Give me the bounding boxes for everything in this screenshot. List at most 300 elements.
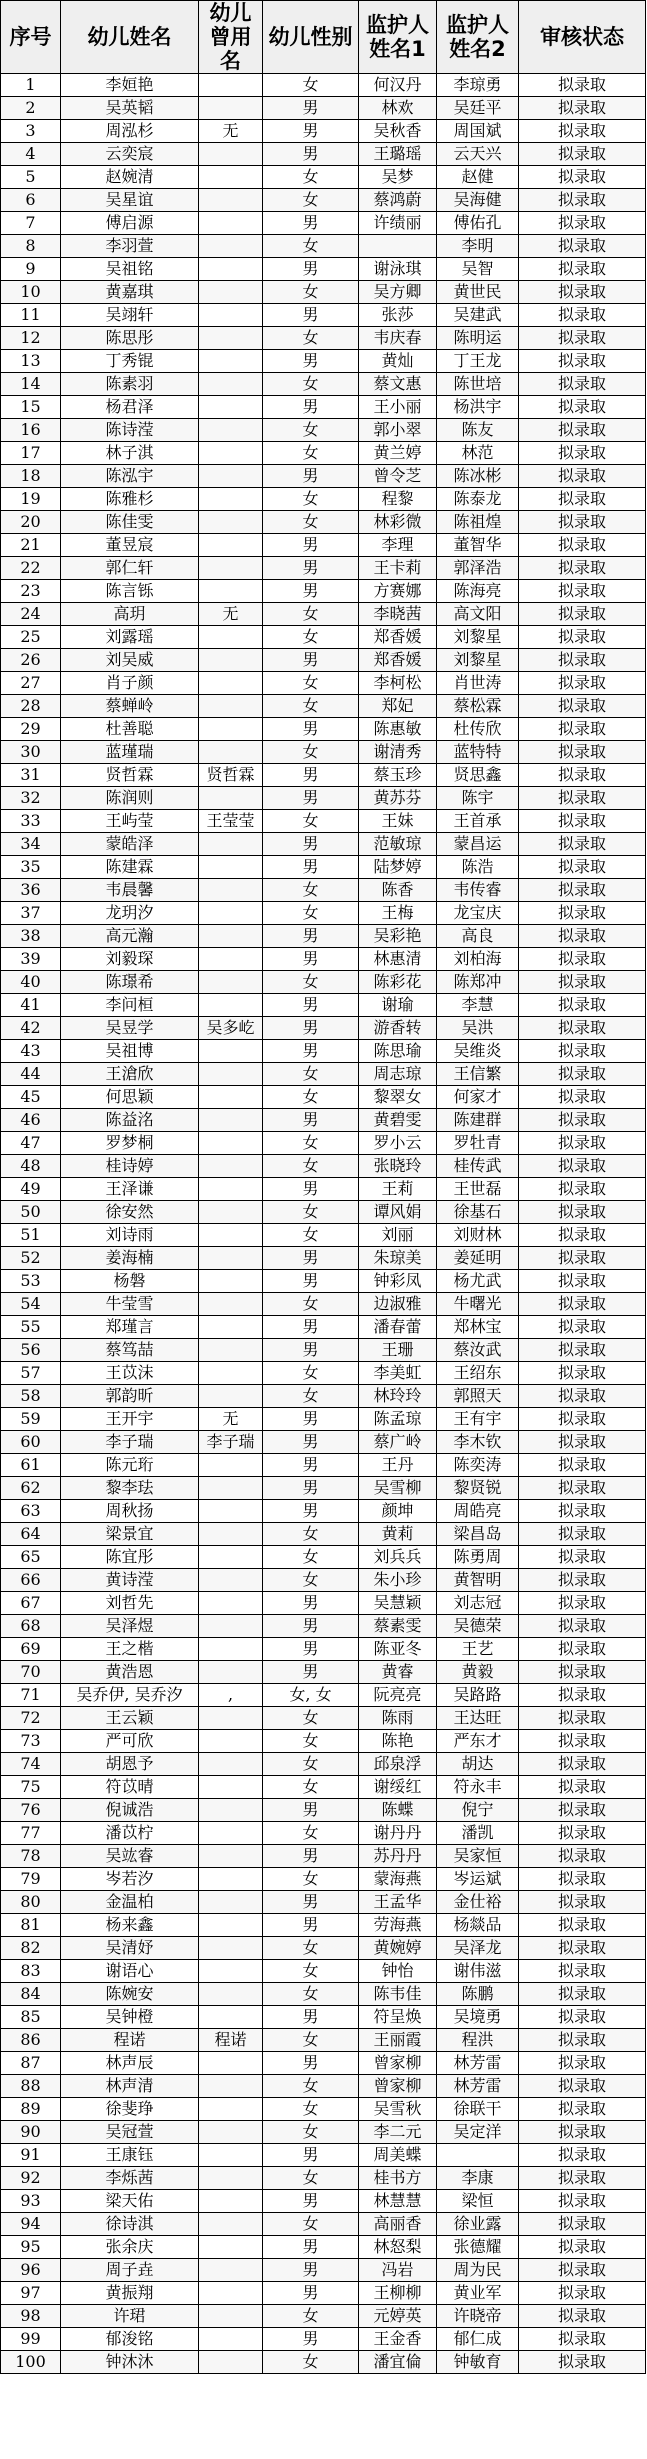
cell-guardian-2: 郑林宝	[437, 1316, 519, 1339]
cell-child-name: 严可欣	[61, 1730, 199, 1753]
cell-child-name: 陈元珩	[61, 1454, 199, 1477]
cell-former-name	[199, 327, 263, 350]
cell-guardian-1: 陈香	[359, 879, 437, 902]
cell-gender: 男	[263, 2144, 359, 2167]
cell-former-name	[199, 2259, 263, 2282]
cell-review-status: 拟录取	[519, 1477, 646, 1500]
table-row	[1, 1155, 646, 1178]
cell-index: 3	[1, 120, 61, 143]
cell-guardian-2: 符永丰	[437, 1776, 519, 1799]
cell-guardian-2: 何家才	[437, 1086, 519, 1109]
cell-former-name	[199, 1753, 263, 1776]
cell-guardian-2: 徐业露	[437, 2213, 519, 2236]
cell-guardian-2: 吴海健	[437, 189, 519, 212]
cell-index: 53	[1, 1270, 61, 1293]
cell-review-status: 拟录取	[519, 1845, 646, 1868]
cell-former-name	[199, 1891, 263, 1914]
table-row	[1, 1339, 646, 1362]
cell-gender: 女	[263, 2351, 359, 2374]
table-row	[1, 2213, 646, 2236]
cell-review-status: 拟录取	[519, 1707, 646, 1730]
cell-guardian-2: 杜传欣	[437, 718, 519, 741]
cell-child-name: 吴祖博	[61, 1040, 199, 1063]
header-review-status: 审核状态	[519, 1, 646, 74]
cell-guardian-2: 吴维炎	[437, 1040, 519, 1063]
cell-gender: 男	[263, 580, 359, 603]
table-row	[1, 1316, 646, 1339]
cell-index: 25	[1, 626, 61, 649]
cell-review-status: 拟录取	[519, 1247, 646, 1270]
cell-index: 56	[1, 1339, 61, 1362]
table-row	[1, 787, 646, 810]
cell-gender: 男	[263, 120, 359, 143]
cell-review-status: 拟录取	[519, 304, 646, 327]
table-row	[1, 1914, 646, 1937]
cell-guardian-1: 李晓茜	[359, 603, 437, 626]
cell-former-name	[199, 511, 263, 534]
cell-child-name: 周子垚	[61, 2259, 199, 2282]
cell-former-name	[199, 1546, 263, 1569]
cell-gender: 男	[263, 856, 359, 879]
cell-former-name	[199, 1799, 263, 1822]
table-row	[1, 212, 646, 235]
cell-guardian-2: 王绍东	[437, 1362, 519, 1385]
table-row	[1, 1546, 646, 1569]
cell-gender: 男	[263, 534, 359, 557]
cell-review-status: 拟录取	[519, 212, 646, 235]
cell-guardian-2: 陈郑冲	[437, 971, 519, 994]
table-row	[1, 1730, 646, 1753]
cell-index: 6	[1, 189, 61, 212]
cell-index: 84	[1, 1983, 61, 2006]
cell-gender: 男	[263, 764, 359, 787]
cell-gender: 男	[263, 1914, 359, 1937]
cell-former-name	[199, 971, 263, 994]
cell-child-name: 王云颖	[61, 1707, 199, 1730]
cell-guardian-2: 黄智明	[437, 1569, 519, 1592]
cell-former-name	[199, 2006, 263, 2029]
table-row	[1, 1845, 646, 1868]
cell-gender: 男	[263, 2052, 359, 2075]
cell-gender: 男	[263, 258, 359, 281]
cell-guardian-2: 王信繁	[437, 1063, 519, 1086]
cell-index: 55	[1, 1316, 61, 1339]
cell-gender: 女	[263, 1983, 359, 2006]
cell-former-name: 吴多屹	[199, 1017, 263, 1040]
cell-gender: 男	[263, 1339, 359, 1362]
table-row	[1, 120, 646, 143]
header-guardian-1: 监护人姓名1	[359, 1, 437, 74]
cell-review-status: 拟录取	[519, 557, 646, 580]
cell-gender: 女	[263, 810, 359, 833]
cell-child-name: 胡恩予	[61, 1753, 199, 1776]
cell-review-status: 拟录取	[519, 1017, 646, 1040]
cell-gender: 男	[263, 1270, 359, 1293]
cell-guardian-2: 蓝特特	[437, 741, 519, 764]
cell-review-status: 拟录取	[519, 2006, 646, 2029]
cell-guardian-2: 徐基石	[437, 1201, 519, 1224]
cell-guardian-1: 郑香媛	[359, 649, 437, 672]
cell-guardian-1: 钟怡	[359, 1960, 437, 1983]
table-row	[1, 1960, 646, 1983]
cell-child-name: 姜海楠	[61, 1247, 199, 1270]
cell-index: 90	[1, 2121, 61, 2144]
cell-review-status: 拟录取	[519, 1339, 646, 1362]
cell-index: 35	[1, 856, 61, 879]
cell-former-name	[199, 1454, 263, 1477]
cell-guardian-1: 蔡广岭	[359, 1431, 437, 1454]
cell-guardian-2: 陈世培	[437, 373, 519, 396]
table-row	[1, 2098, 646, 2121]
table-row	[1, 580, 646, 603]
table-row	[1, 2167, 646, 2190]
cell-review-status: 拟录取	[519, 948, 646, 971]
cell-child-name: 刘诗雨	[61, 1224, 199, 1247]
cell-review-status: 拟录取	[519, 2075, 646, 2098]
cell-review-status: 拟录取	[519, 764, 646, 787]
cell-index: 2	[1, 97, 61, 120]
cell-guardian-2: 吴定洋	[437, 2121, 519, 2144]
cell-gender: 男	[263, 718, 359, 741]
cell-index: 41	[1, 994, 61, 1017]
cell-gender: 男	[263, 994, 359, 1017]
cell-guardian-1: 李二元	[359, 2121, 437, 2144]
cell-guardian-2: 黄世民	[437, 281, 519, 304]
cell-guardian-2: 严东才	[437, 1730, 519, 1753]
cell-former-name	[199, 2098, 263, 2121]
cell-gender: 男	[263, 396, 359, 419]
cell-guardian-2: 许晓帝	[437, 2305, 519, 2328]
cell-former-name	[199, 2236, 263, 2259]
cell-child-name: 董昱宸	[61, 534, 199, 557]
cell-index: 92	[1, 2167, 61, 2190]
table-row	[1, 879, 646, 902]
cell-review-status: 拟录取	[519, 672, 646, 695]
cell-guardian-2: 桂传武	[437, 1155, 519, 1178]
cell-former-name	[199, 1730, 263, 1753]
table-row	[1, 1822, 646, 1845]
cell-guardian-1: 吴秋香	[359, 120, 437, 143]
cell-former-name	[199, 1247, 263, 1270]
cell-child-name: 罗梦桐	[61, 1132, 199, 1155]
cell-review-status: 拟录取	[519, 465, 646, 488]
cell-guardian-2: 林范	[437, 442, 519, 465]
cell-former-name	[199, 419, 263, 442]
cell-guardian-1: 林慧慧	[359, 2190, 437, 2213]
cell-guardian-2: 陈泰龙	[437, 488, 519, 511]
table-row	[1, 603, 646, 626]
cell-child-name: 陈诗滢	[61, 419, 199, 442]
cell-index: 75	[1, 1776, 61, 1799]
cell-child-name: 王之楷	[61, 1638, 199, 1661]
cell-guardian-2: 高良	[437, 925, 519, 948]
cell-child-name: 陈泓宇	[61, 465, 199, 488]
cell-guardian-2: 吴廷平	[437, 97, 519, 120]
cell-index: 14	[1, 373, 61, 396]
cell-former-name	[199, 1178, 263, 1201]
cell-guardian-1: 韦庆春	[359, 327, 437, 350]
cell-child-name: 蔡蝉岭	[61, 695, 199, 718]
cell-guardian-1: 游香转	[359, 1017, 437, 1040]
cell-former-name	[199, 1201, 263, 1224]
cell-child-name: 高元瀚	[61, 925, 199, 948]
cell-review-status: 拟录取	[519, 2167, 646, 2190]
cell-child-name: 郭韵昕	[61, 1385, 199, 1408]
cell-gender: 女	[263, 1063, 359, 1086]
cell-gender: 女	[263, 1753, 359, 1776]
cell-gender: 男	[263, 1017, 359, 1040]
cell-guardian-2: 吴智	[437, 258, 519, 281]
cell-review-status: 拟录取	[519, 856, 646, 879]
cell-review-status: 拟录取	[519, 1684, 646, 1707]
cell-review-status: 拟录取	[519, 1730, 646, 1753]
cell-guardian-2: 吴家恒	[437, 1845, 519, 1868]
cell-child-name: 李烁茜	[61, 2167, 199, 2190]
cell-guardian-1: 朱小珍	[359, 1569, 437, 1592]
cell-index: 24	[1, 603, 61, 626]
cell-former-name	[199, 626, 263, 649]
cell-former-name	[199, 2328, 263, 2351]
table-row	[1, 1178, 646, 1201]
cell-gender: 女	[263, 1546, 359, 1569]
cell-review-status: 拟录取	[519, 1155, 646, 1178]
table-row	[1, 1891, 646, 1914]
table-row	[1, 281, 646, 304]
cell-former-name	[199, 281, 263, 304]
cell-guardian-2: 罗牡青	[437, 1132, 519, 1155]
cell-guardian-1: 陈艳	[359, 1730, 437, 1753]
cell-index: 82	[1, 1937, 61, 1960]
cell-index: 13	[1, 350, 61, 373]
cell-review-status: 拟录取	[519, 1178, 646, 1201]
cell-gender: 男	[263, 350, 359, 373]
table-row	[1, 764, 646, 787]
cell-index: 39	[1, 948, 61, 971]
table-row	[1, 1247, 646, 1270]
cell-guardian-1: 陈雨	[359, 1707, 437, 1730]
table-row	[1, 488, 646, 511]
cell-guardian-2: 李琼勇	[437, 74, 519, 97]
cell-child-name: 王屿莹	[61, 810, 199, 833]
cell-guardian-2: 韦传睿	[437, 879, 519, 902]
table-row	[1, 1707, 646, 1730]
cell-child-name: 陈建霖	[61, 856, 199, 879]
cell-guardian-2: 董智华	[437, 534, 519, 557]
cell-child-name: 梁景宜	[61, 1523, 199, 1546]
cell-former-name	[199, 557, 263, 580]
cell-child-name: 黄诗滢	[61, 1569, 199, 1592]
cell-former-name	[199, 2121, 263, 2144]
cell-index: 15	[1, 396, 61, 419]
table-row	[1, 396, 646, 419]
cell-guardian-1: 吴梦	[359, 166, 437, 189]
cell-former-name	[199, 1523, 263, 1546]
cell-gender: 女	[263, 971, 359, 994]
cell-guardian-1: 王丽霞	[359, 2029, 437, 2052]
cell-guardian-1: 张莎	[359, 304, 437, 327]
cell-index: 17	[1, 442, 61, 465]
cell-gender: 女	[263, 741, 359, 764]
cell-guardian-2: 陈浩	[437, 856, 519, 879]
table-row	[1, 672, 646, 695]
cell-review-status: 拟录取	[519, 1753, 646, 1776]
cell-former-name	[199, 1155, 263, 1178]
cell-former-name: 王莹莹	[199, 810, 263, 833]
table-row	[1, 1201, 646, 1224]
cell-gender: 女	[263, 166, 359, 189]
cell-child-name: 陈言铄	[61, 580, 199, 603]
cell-gender: 女	[263, 511, 359, 534]
cell-guardian-1: 阮亮亮	[359, 1684, 437, 1707]
cell-child-name: 陈佳雯	[61, 511, 199, 534]
cell-guardian-1: 潘春蕾	[359, 1316, 437, 1339]
cell-child-name: 钟沐沐	[61, 2351, 199, 2374]
table-row	[1, 327, 646, 350]
cell-child-name: 徐斐琤	[61, 2098, 199, 2121]
cell-former-name	[199, 2305, 263, 2328]
cell-gender: 男	[263, 1109, 359, 1132]
cell-guardian-1: 陈彩花	[359, 971, 437, 994]
cell-guardian-2: 陈明运	[437, 327, 519, 350]
cell-gender: 女, 女	[263, 1684, 359, 1707]
cell-former-name	[199, 1316, 263, 1339]
cell-guardian-1: 冯岩	[359, 2259, 437, 2282]
table-row	[1, 1017, 646, 1040]
cell-former-name	[199, 1661, 263, 1684]
cell-review-status: 拟录取	[519, 373, 646, 396]
cell-child-name: 王康钰	[61, 2144, 199, 2167]
table-row	[1, 1408, 646, 1431]
cell-child-name: 陈润则	[61, 787, 199, 810]
cell-gender: 女	[263, 1201, 359, 1224]
cell-review-status: 拟录取	[519, 1040, 646, 1063]
cell-guardian-1: 郑妃	[359, 695, 437, 718]
cell-former-name	[199, 1040, 263, 1063]
cell-former-name	[199, 902, 263, 925]
cell-gender: 女	[263, 1569, 359, 1592]
cell-index: 59	[1, 1408, 61, 1431]
cell-child-name: 丁秀锟	[61, 350, 199, 373]
cell-gender: 男	[263, 465, 359, 488]
cell-former-name	[199, 396, 263, 419]
cell-review-status: 拟录取	[519, 97, 646, 120]
cell-child-name: 杨来鑫	[61, 1914, 199, 1937]
cell-guardian-1: 黎翠女	[359, 1086, 437, 1109]
cell-index: 62	[1, 1477, 61, 1500]
cell-child-name: 郭仁轩	[61, 557, 199, 580]
cell-index: 93	[1, 2190, 61, 2213]
cell-review-status: 拟录取	[519, 120, 646, 143]
table-row	[1, 2282, 646, 2305]
table-row	[1, 902, 646, 925]
cell-review-status: 拟录取	[519, 419, 646, 442]
header-row	[1, 1, 646, 74]
cell-guardian-2: 蒙昌运	[437, 833, 519, 856]
cell-gender: 男	[263, 143, 359, 166]
cell-child-name: 岑若汐	[61, 1868, 199, 1891]
cell-review-status: 拟录取	[519, 994, 646, 1017]
cell-guardian-1: 谢瑜	[359, 994, 437, 1017]
cell-guardian-1: 高丽香	[359, 2213, 437, 2236]
cell-review-status: 拟录取	[519, 2121, 646, 2144]
cell-former-name	[199, 1638, 263, 1661]
cell-index: 22	[1, 557, 61, 580]
table-header	[1, 1, 646, 74]
cell-former-name	[199, 143, 263, 166]
cell-guardian-1: 颜坤	[359, 1500, 437, 1523]
cell-review-status: 拟录取	[519, 1661, 646, 1684]
cell-former-name	[199, 718, 263, 741]
cell-guardian-1: 陈思瑜	[359, 1040, 437, 1063]
cell-former-name	[199, 1500, 263, 1523]
cell-child-name: 李子瑞	[61, 1431, 199, 1454]
table-row	[1, 833, 646, 856]
cell-index: 54	[1, 1293, 61, 1316]
cell-review-status: 拟录取	[519, 1431, 646, 1454]
cell-child-name: 陈婉安	[61, 1983, 199, 2006]
table-row	[1, 925, 646, 948]
cell-guardian-1: 陈惠敏	[359, 718, 437, 741]
table-row	[1, 994, 646, 1017]
cell-review-status: 拟录取	[519, 74, 646, 97]
cell-child-name: 林声辰	[61, 2052, 199, 2075]
table-row	[1, 2121, 646, 2144]
cell-gender: 女	[263, 373, 359, 396]
cell-gender: 男	[263, 212, 359, 235]
cell-guardian-1: 李理	[359, 534, 437, 557]
cell-guardian-1: 张晓玲	[359, 1155, 437, 1178]
cell-former-name	[199, 2190, 263, 2213]
cell-guardian-1: 李美虹	[359, 1362, 437, 1385]
cell-guardian-1: 谢丹丹	[359, 1822, 437, 1845]
cell-guardian-2: 赵健	[437, 166, 519, 189]
cell-gender: 女	[263, 1822, 359, 1845]
cell-review-status: 拟录取	[519, 143, 646, 166]
cell-index: 79	[1, 1868, 61, 1891]
cell-gender: 女	[263, 327, 359, 350]
cell-guardian-1: 王珊	[359, 1339, 437, 1362]
cell-former-name	[199, 1132, 263, 1155]
cell-former-name	[199, 488, 263, 511]
cell-child-name: 龙玥汐	[61, 902, 199, 925]
cell-gender: 女	[263, 626, 359, 649]
cell-guardian-2: 杨尤武	[437, 1270, 519, 1293]
cell-guardian-1: 王孟华	[359, 1891, 437, 1914]
cell-guardian-2: 郁仁成	[437, 2328, 519, 2351]
cell-former-name	[199, 948, 263, 971]
cell-review-status: 拟录取	[519, 189, 646, 212]
cell-child-name: 吴乔伊, 吴乔汐	[61, 1684, 199, 1707]
cell-gender: 女	[263, 902, 359, 925]
cell-child-name: 徐诗淇	[61, 2213, 199, 2236]
cell-child-name: 吴翊轩	[61, 304, 199, 327]
cell-index: 81	[1, 1914, 61, 1937]
cell-guardian-1: 蔡玉珍	[359, 764, 437, 787]
cell-index: 100	[1, 2351, 61, 2374]
cell-gender: 女	[263, 1868, 359, 1891]
cell-child-name: 韦晨馨	[61, 879, 199, 902]
cell-guardian-1: 吴雪秋	[359, 2098, 437, 2121]
cell-gender: 女	[263, 1937, 359, 1960]
table-row	[1, 626, 646, 649]
cell-child-name: 黄嘉琪	[61, 281, 199, 304]
cell-former-name	[199, 1868, 263, 1891]
cell-index: 95	[1, 2236, 61, 2259]
table-row	[1, 649, 646, 672]
table-row	[1, 1523, 646, 1546]
table-row	[1, 1224, 646, 1247]
cell-child-name: 周泓杉	[61, 120, 199, 143]
